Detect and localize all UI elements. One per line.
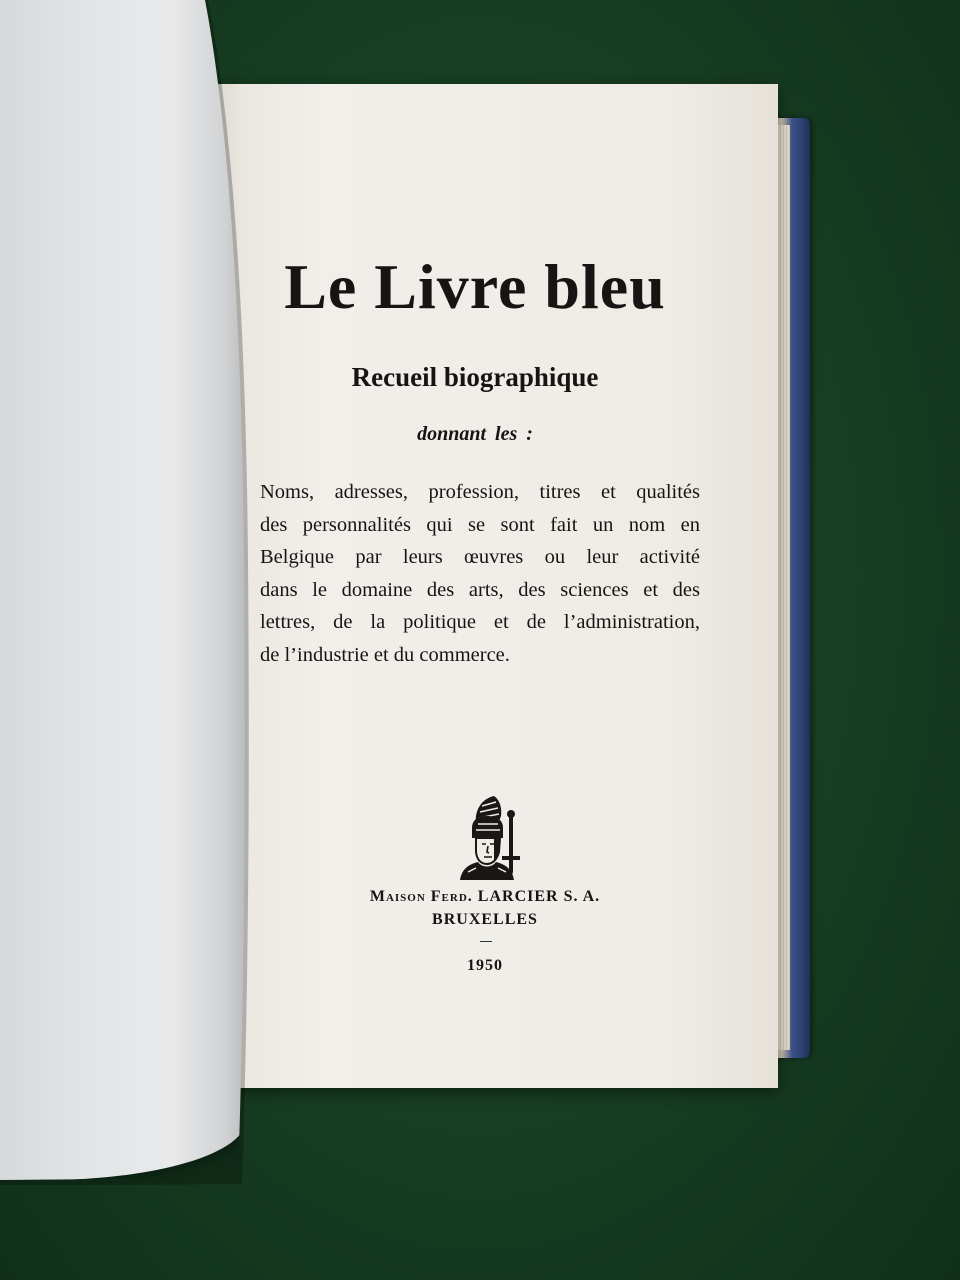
publication-year: 1950 — [467, 957, 503, 974]
description — [260, 476, 700, 671]
helmeted-knight-emblem-icon — [454, 794, 528, 880]
description-line: de l’industrie et du commerce. — [260, 643, 510, 666]
intro-text: donnant les : — [417, 423, 533, 445]
description-line: Noms, adresses, profession, titres et qualités — [260, 481, 700, 503]
description-line: des personnalités qui se sont fait un nom en — [260, 513, 700, 536]
facing-page — [0, 0, 246, 1180]
separator-rule — [480, 941, 492, 942]
book-title: Le Livre bleu — [284, 251, 666, 322]
book-subtitle: Recueil biographique — [351, 362, 599, 392]
description-line: lettres, de la politique et de l’administration, — [260, 611, 700, 633]
publisher-name: Maison Ferd. LARCIER S. A. — [369, 888, 601, 905]
description-line: Belgique par leurs œuvres ou leur activité — [260, 546, 700, 568]
description-line: dans le domaine des arts, des sciences et des — [260, 578, 700, 601]
publisher-city: BRUXELLES — [432, 911, 538, 928]
